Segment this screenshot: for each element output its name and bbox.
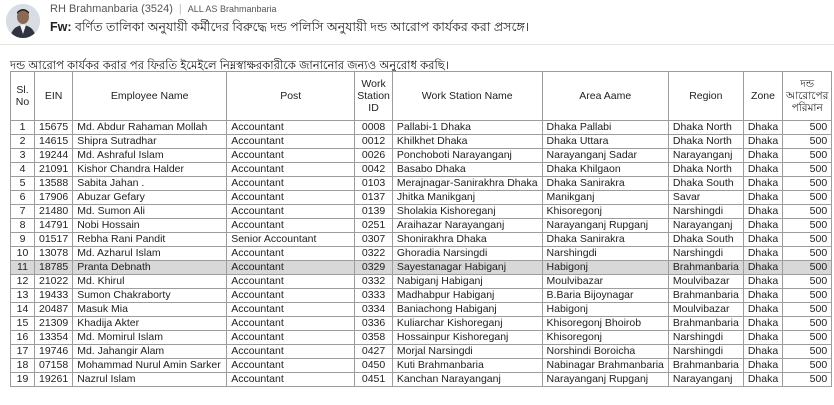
sl-no-cell: 12 (11, 275, 35, 289)
post-cell: Accountant (227, 359, 355, 373)
sl-no-cell: 9 (11, 233, 35, 247)
penalty-amount-cell: 500 (783, 261, 832, 275)
employee-name-cell: Md. Ashraful Islam (73, 149, 227, 163)
work-station-name-cell: Nabiganj Habiganj (392, 275, 542, 289)
penalty-amount-cell: 500 (783, 149, 832, 163)
sl-no-cell: 6 (11, 191, 35, 205)
employee-name-cell: Md. Abdur Rahaman Mollah (73, 121, 227, 135)
region-cell: Narayanganj (668, 219, 743, 233)
header-divider (0, 44, 834, 45)
area-cell: Norshindi Boroicha (542, 345, 668, 359)
zone-cell: Dhaka (743, 303, 782, 317)
employee-name-cell: Rebha Rani Pandit (73, 233, 227, 247)
ein-cell: 21480 (35, 205, 73, 219)
area-cell: Khisoregonj (542, 331, 668, 345)
email-subject (50, 19, 529, 39)
table-row[interactable] (11, 163, 832, 177)
employee-name-cell: Sabita Jahan . (73, 177, 227, 191)
work-station-name-cell: Jhitka Manikganj (392, 191, 542, 205)
area-cell: Nabinagar Brahmanbaria (542, 359, 668, 373)
work-station-id-cell: 0333 (355, 289, 393, 303)
zone-cell: Dhaka (743, 289, 782, 303)
region-cell: Dhaka North (668, 135, 743, 149)
table-row[interactable] (11, 359, 832, 373)
table-row[interactable] (11, 261, 832, 275)
penalty-amount-cell: 500 (783, 205, 832, 219)
post-cell: Senior Accountant (227, 233, 355, 247)
employee-name-cell: Md. Khirul (73, 275, 227, 289)
table-body (11, 121, 832, 387)
region-cell: Narayanganj (668, 373, 743, 387)
area-cell: Khisoregonj Bhoirob (542, 317, 668, 331)
region-cell: Dhaka North (668, 121, 743, 135)
work-station-name-cell: Ghoradia Narsingdi (392, 247, 542, 261)
sl-no-cell: 11 (11, 261, 35, 275)
zone-cell: Dhaka (743, 191, 782, 205)
penalty-amount-cell: 500 (783, 163, 832, 177)
post-cell: Accountant (227, 163, 355, 177)
area-cell: Dhaka Pallabi (542, 121, 668, 135)
work-station-id-cell: 0026 (355, 149, 393, 163)
post-cell: Accountant (227, 261, 355, 275)
col-header-post: Post (227, 72, 355, 121)
post-cell: Accountant (227, 205, 355, 219)
ein-cell: 21309 (35, 317, 73, 331)
zone-cell: Dhaka (743, 219, 782, 233)
work-station-id-cell: 0251 (355, 219, 393, 233)
zone-cell: Dhaka (743, 121, 782, 135)
email-header (0, 0, 834, 44)
zone-cell: Dhaka (743, 345, 782, 359)
sl-no-cell: 15 (11, 317, 35, 331)
post-cell: Accountant (227, 303, 355, 317)
sl-no-cell: 2 (11, 135, 35, 149)
region-cell: Moulvibazar (668, 275, 743, 289)
post-cell: Accountant (227, 331, 355, 345)
ein-cell: 01517 (35, 233, 73, 247)
col-header-region: Region (668, 72, 743, 121)
post-cell: Accountant (227, 317, 355, 331)
ein-cell: 15675 (35, 121, 73, 135)
area-cell: Narayanganj Rupganj (542, 219, 668, 233)
ein-cell: 19433 (35, 289, 73, 303)
sl-no-cell: 13 (11, 289, 35, 303)
zone-cell: Dhaka (743, 359, 782, 373)
work-station-name-cell: Morjal Narsingdi (392, 345, 542, 359)
work-station-name-cell: Merajnagar-Sanirakhra Dhaka (392, 177, 542, 191)
zone-cell: Dhaka (743, 331, 782, 345)
ein-cell: 14615 (35, 135, 73, 149)
ein-cell: 13354 (35, 331, 73, 345)
penalty-amount-cell: 500 (783, 275, 832, 289)
col-header-employee-name: Employee Name (73, 72, 227, 121)
employee-name-cell: Mohammad Nurul Amin Sarker (73, 359, 227, 373)
region-cell: Moulvibazar (668, 303, 743, 317)
employee-name-cell: Shipra Sutradhar (73, 135, 227, 149)
area-cell: Narayanganj Rupganj (542, 373, 668, 387)
zone-cell: Dhaka (743, 149, 782, 163)
post-cell: Accountant (227, 289, 355, 303)
work-station-name-cell: Araihazar Narayanganj (392, 219, 542, 233)
zone-cell: Dhaka (743, 163, 782, 177)
penalty-amount-cell: 500 (783, 177, 832, 191)
divider: | (178, 3, 182, 15)
region-cell: Narshingdi (668, 247, 743, 261)
work-station-id-cell: 0012 (355, 135, 393, 149)
table-row[interactable] (11, 135, 832, 149)
work-station-id-cell: 0137 (355, 191, 393, 205)
employee-name-cell: Kishor Chandra Halder (73, 163, 227, 177)
penalty-amount-cell: 500 (783, 373, 832, 387)
sl-no-cell: 4 (11, 163, 35, 177)
region-cell: Dhaka North (668, 163, 743, 177)
area-cell: Narshingdi (542, 247, 668, 261)
work-station-name-cell: Pallabi-1 Dhaka (392, 121, 542, 135)
post-cell: Accountant (227, 121, 355, 135)
col-header-penalty-amount: দন্ড আরোপের পরিমান (783, 72, 832, 121)
sender-name[interactable]: RH Brahmanbaria (3524) (50, 3, 173, 15)
region-cell: Narshingdi (668, 331, 743, 345)
post-cell: Accountant (227, 177, 355, 191)
work-station-id-cell: 0336 (355, 317, 393, 331)
penalty-amount-cell: 500 (783, 345, 832, 359)
region-cell: Brahmanbaria (668, 261, 743, 275)
employee-name-cell: Nazrul Islam (73, 373, 227, 387)
sender-avatar[interactable] (6, 4, 40, 38)
ein-cell: 20487 (35, 303, 73, 317)
zone-cell: Dhaka (743, 205, 782, 219)
area-cell: Dhaka Sanirakra (542, 177, 668, 191)
region-cell: Brahmanbaria (668, 359, 743, 373)
penalty-amount-cell: 500 (783, 191, 832, 205)
area-cell: Khisoregonj (542, 205, 668, 219)
ein-cell: 17906 (35, 191, 73, 205)
work-station-id-cell: 0334 (355, 303, 393, 317)
table-row[interactable] (11, 177, 832, 191)
employee-name-cell: Nobi Hossain (73, 219, 227, 233)
work-station-id-cell: 0008 (355, 121, 393, 135)
work-station-id-cell: 0358 (355, 331, 393, 345)
work-station-name-cell: Sayestanagar Habiganj (392, 261, 542, 275)
penalty-amount-cell: 500 (783, 219, 832, 233)
employee-name-cell: Md. Jahangir Alam (73, 345, 227, 359)
sl-no-cell: 8 (11, 219, 35, 233)
sl-no-cell: 18 (11, 359, 35, 373)
sl-no-cell: 1 (11, 121, 35, 135)
sl-no-cell: 14 (11, 303, 35, 317)
ein-cell: 19261 (35, 373, 73, 387)
col-header-area: Area Aame (542, 72, 668, 121)
ein-cell: 21022 (35, 275, 73, 289)
region-cell: Narshingdi (668, 205, 743, 219)
penalty-amount-cell: 500 (783, 303, 832, 317)
person-photo-icon (6, 4, 40, 38)
work-station-name-cell: Khilkhet Dhaka (392, 135, 542, 149)
employee-name-cell: Md. Momirul Islam (73, 331, 227, 345)
penalty-amount-cell: 500 (783, 317, 832, 331)
post-cell: Accountant (227, 275, 355, 289)
work-station-name-cell: Baniachong Habiganj (392, 303, 542, 317)
work-station-name-cell: Basabo Dhaka (392, 163, 542, 177)
zone-cell: Dhaka (743, 275, 782, 289)
ein-cell: 19244 (35, 149, 73, 163)
table-row[interactable] (11, 233, 832, 247)
sl-no-cell: 10 (11, 247, 35, 261)
table-row[interactable] (11, 205, 832, 219)
area-cell: Narayanganj Sadar (542, 149, 668, 163)
table-row[interactable] (11, 303, 832, 317)
sl-no-cell: 7 (11, 205, 35, 219)
penalty-table (10, 71, 832, 387)
employee-name-cell: Masuk Mia (73, 303, 227, 317)
ein-cell: 13588 (35, 177, 73, 191)
zone-cell: Dhaka (743, 177, 782, 191)
work-station-id-cell: 0451 (355, 373, 393, 387)
ein-cell: 07158 (35, 359, 73, 373)
post-cell: Accountant (227, 345, 355, 359)
area-cell: Dhaka Khilgaon (542, 163, 668, 177)
region-cell: Dhaka South (668, 177, 743, 191)
table-row[interactable] (11, 373, 832, 387)
area-cell: B.Baria Bijoynagar (542, 289, 668, 303)
work-station-id-cell: 0042 (355, 163, 393, 177)
work-station-id-cell: 0450 (355, 359, 393, 373)
region-cell: Narshingdi (668, 345, 743, 359)
post-cell: Accountant (227, 135, 355, 149)
area-cell: Dhaka Uttara (542, 135, 668, 149)
work-station-id-cell: 0139 (355, 205, 393, 219)
region-cell: Savar (668, 191, 743, 205)
sl-no-cell: 5 (11, 177, 35, 191)
work-station-id-cell: 0332 (355, 275, 393, 289)
ein-cell: 21091 (35, 163, 73, 177)
area-cell: Dhaka Sanirakra (542, 233, 668, 247)
ein-cell: 14791 (35, 219, 73, 233)
table-row[interactable] (11, 317, 832, 331)
employee-name-cell: Khadija Akter (73, 317, 227, 331)
table-row[interactable] (11, 289, 832, 303)
work-station-name-cell: Kuliarchar Kishoreganj (392, 317, 542, 331)
ein-cell: 18785 (35, 261, 73, 275)
area-cell: Manikganj (542, 191, 668, 205)
work-station-name-cell: Kuti Brahmanbaria (392, 359, 542, 373)
work-station-id-cell: 0322 (355, 247, 393, 261)
region-cell: Brahmanbaria (668, 289, 743, 303)
recipient-name[interactable]: ALL AS Brahmanbaria (187, 4, 277, 14)
work-station-id-cell: 0307 (355, 233, 393, 247)
penalty-amount-cell: 500 (783, 135, 832, 149)
table-row[interactable] (11, 247, 832, 261)
ein-cell: 19746 (35, 345, 73, 359)
region-cell: Dhaka South (668, 233, 743, 247)
employee-name-cell: Abuzar Gefary (73, 191, 227, 205)
area-cell: Habigonj (542, 261, 668, 275)
col-header-work-station-name: Work Station Name (392, 72, 542, 121)
table-row[interactable] (11, 219, 832, 233)
zone-cell: Dhaka (743, 233, 782, 247)
employee-name-cell: Md. Azharul Islam (73, 247, 227, 261)
employee-name-cell: Pranta Debnath (73, 261, 227, 275)
col-header-zone: Zone (743, 72, 782, 121)
work-station-name-cell: Hossainpur Kishoreganj (392, 331, 542, 345)
col-header-ein: EIN (35, 72, 73, 121)
region-cell: Brahmanbaria (668, 317, 743, 331)
sl-no-cell: 3 (11, 149, 35, 163)
work-station-name-cell: Madhabpur Habiganj (392, 289, 542, 303)
sl-no-cell: 16 (11, 331, 35, 345)
sender-line (50, 3, 276, 15)
subject-text: বর্ণিত তালিকা অনুযায়ী কর্মীদের বিরুদ্ধে দন্ড পলিসি অনুযায়ী দন্ড আরোপ কার্যকর করা প্রসঙ্গে। (75, 20, 530, 34)
work-station-id-cell: 0329 (355, 261, 393, 275)
forward-prefix: Fw: (50, 20, 72, 34)
post-cell: Accountant (227, 247, 355, 261)
post-cell: Accountant (227, 149, 355, 163)
work-station-name-cell: Kanchan Narayanganj (392, 373, 542, 387)
employee-name-cell: Md. Sumon Ali (73, 205, 227, 219)
table-row[interactable] (11, 191, 832, 205)
post-cell: Accountant (227, 373, 355, 387)
work-station-id-cell: 0427 (355, 345, 393, 359)
region-cell: Narayanganj (668, 149, 743, 163)
col-header-sl-no: Sl. No (11, 72, 35, 121)
penalty-amount-cell: 500 (783, 233, 832, 247)
table-row[interactable] (11, 275, 832, 289)
work-station-id-cell: 0103 (355, 177, 393, 191)
col-header-work-station-id: Work Station ID (355, 72, 393, 121)
zone-cell: Dhaka (743, 261, 782, 275)
work-station-name-cell: Ponchoboti Narayanganj (392, 149, 542, 163)
email-intro-text: দন্ড আরোপ কার্যকর করার পর ফিরতি ইমেইলে নিম্নস্বাক্ষরকারীকে জানানোর জন্যও অনুরোধ করছি। (10, 60, 449, 72)
ein-cell: 13078 (35, 247, 73, 261)
table-row[interactable] (11, 331, 832, 345)
post-cell: Accountant (227, 219, 355, 233)
penalty-amount-cell: 500 (783, 289, 832, 303)
area-cell: Moulvibazar (542, 275, 668, 289)
penalty-amount-cell: 500 (783, 247, 832, 261)
table-row[interactable] (11, 345, 832, 359)
zone-cell: Dhaka (743, 373, 782, 387)
post-cell: Accountant (227, 191, 355, 205)
zone-cell: Dhaka (743, 247, 782, 261)
sl-no-cell: 17 (11, 345, 35, 359)
penalty-amount-cell: 500 (783, 331, 832, 345)
work-station-name-cell: Shonirakhra Dhaka (392, 233, 542, 247)
table-row[interactable] (11, 121, 832, 135)
zone-cell: Dhaka (743, 317, 782, 331)
work-station-name-cell: Sholakia Kishoreganj (392, 205, 542, 219)
table-row[interactable] (11, 149, 832, 163)
zone-cell: Dhaka (743, 135, 782, 149)
table-header-row (11, 72, 832, 121)
employee-name-cell: Sumon Chakraborty (73, 289, 227, 303)
area-cell: Habigonj (542, 303, 668, 317)
sl-no-cell: 19 (11, 373, 35, 387)
penalty-amount-cell: 500 (783, 121, 832, 135)
penalty-amount-cell: 500 (783, 359, 832, 373)
